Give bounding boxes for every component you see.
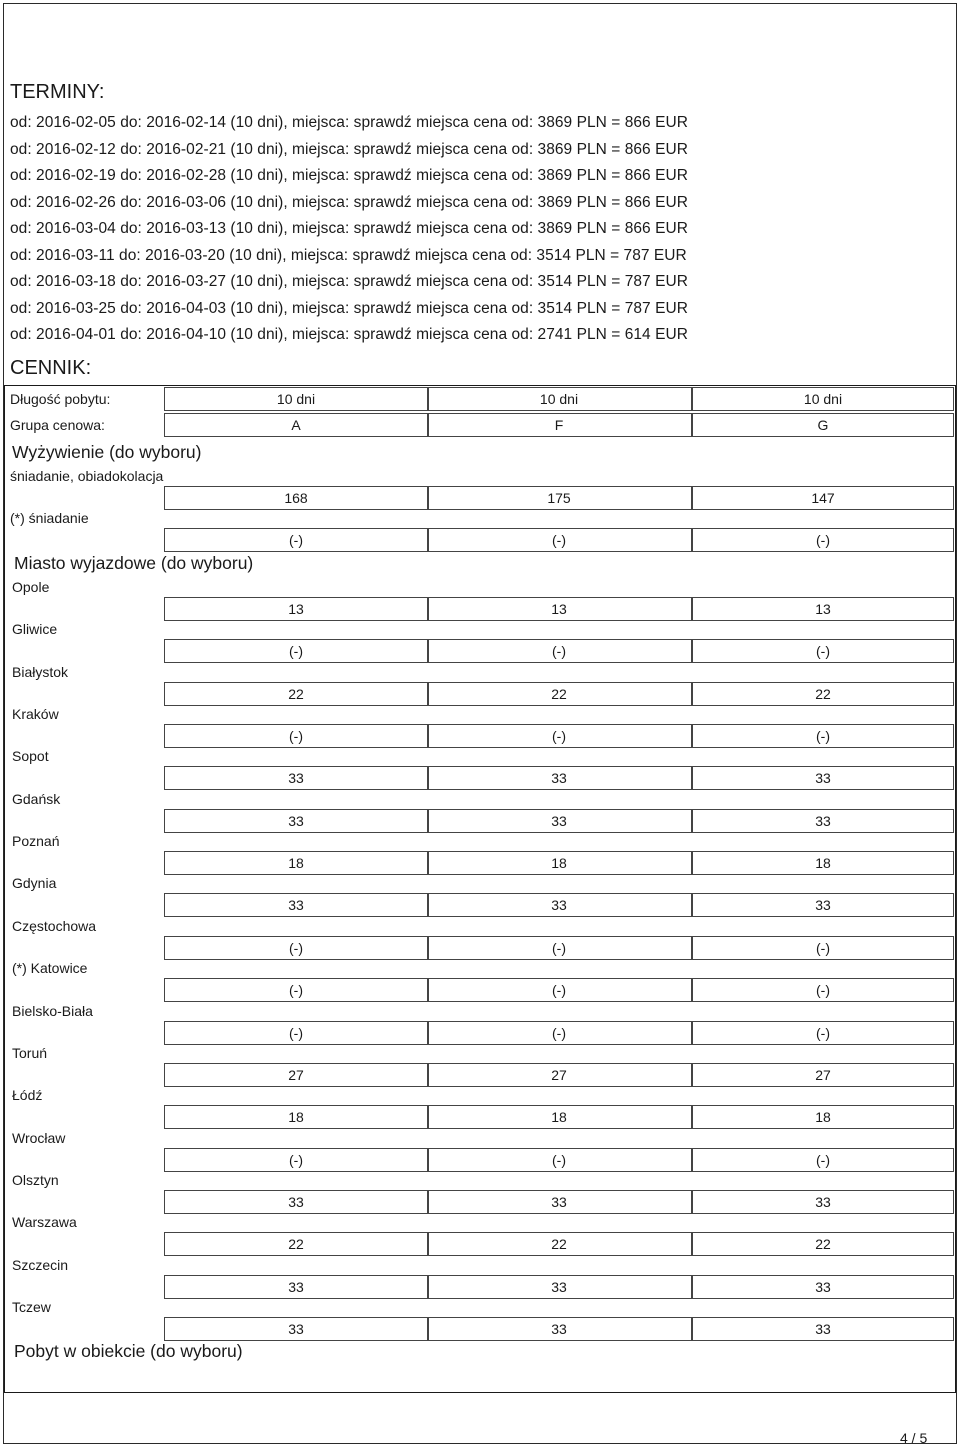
city-value: 33 (288, 770, 304, 786)
city-value: (-) (816, 982, 830, 998)
city-label: Kraków (12, 706, 59, 722)
city-value: (-) (552, 1025, 566, 1041)
city-value: (-) (552, 728, 566, 744)
term-row: od: 2016-03-18 do: 2016-03-27 (10 dni), miejsca: sprawdź miejsca cena od: 3514 PLN = 787 EUR (10, 273, 688, 290)
grupa-value: A (291, 417, 301, 433)
wyzywienie-heading: Wyżywienie (do wyboru) (12, 442, 202, 462)
city-value: 22 (551, 1236, 567, 1252)
city-label: Toruń (12, 1045, 48, 1061)
city-label: Poznań (12, 833, 60, 849)
wyzywienie-label: (*) śniadanie (10, 510, 89, 526)
city-value: (-) (816, 1152, 830, 1168)
dlugosc-label: Długość pobytu: (10, 391, 111, 407)
city-value: 33 (551, 770, 567, 786)
term-row: od: 2016-02-12 do: 2016-02-21 (10 dni), miejsca: sprawdź miejsca cena od: 3869 PLN = 866 EUR (10, 140, 688, 158)
city-value: 13 (551, 601, 567, 617)
city-label: Wrocław (12, 1130, 66, 1146)
city-label: Szczecin (12, 1257, 69, 1273)
term-row: od: 2016-03-11 do: 2016-03-20 (10 dni), miejsca: sprawdź miejsca cena od: 3514 PLN = 787 EUR (10, 246, 687, 264)
city-value: (-) (552, 982, 566, 998)
term-row: od: 2016-04-01 do: 2016-04-10 (10 dni), miejsca: sprawdź miejsca cena od: 2741 PLN = 614 EUR (10, 326, 688, 343)
city-label: (*) Katowice (12, 960, 88, 976)
city-value: 33 (815, 1321, 831, 1337)
city-value: 33 (815, 1279, 831, 1295)
wyzywienie-value: (-) (289, 532, 303, 548)
grupa-label: Grupa cenowa: (10, 417, 105, 433)
city-value: 18 (288, 1109, 304, 1125)
city-value: (-) (289, 643, 303, 659)
city-label: Częstochowa (12, 918, 97, 934)
city-value: 18 (815, 1109, 831, 1125)
wyzywienie-value: 168 (284, 490, 308, 506)
city-value: 13 (815, 601, 831, 617)
dlugosc-value: 10 dni (539, 391, 579, 407)
city-value: (-) (289, 1152, 303, 1168)
city-value: 33 (288, 1279, 304, 1295)
city-value: (-) (552, 643, 566, 659)
terminy-heading: TERMINY: (10, 81, 105, 103)
term-row: od: 2016-03-25 do: 2016-04-03 (10 dni), miejsca: sprawdź miejsca cena od: 3514 PLN = 787 EUR (10, 299, 688, 317)
wyzywienie-label: śniadanie, obiadokolacja (10, 468, 164, 484)
city-value: 18 (288, 855, 304, 871)
city-label: Warszawa (12, 1214, 77, 1230)
city-value: 33 (288, 1321, 304, 1337)
city-value: (-) (289, 728, 303, 744)
city-value: 13 (288, 601, 304, 617)
grupa-value: G (817, 417, 829, 433)
city-value: 33 (815, 813, 831, 829)
city-value: 33 (288, 1194, 304, 1210)
city-label: Gdańsk (12, 791, 61, 807)
wyzywienie-value: (-) (816, 532, 830, 548)
city-value: 27 (551, 1067, 567, 1083)
city-value: (-) (816, 1025, 830, 1041)
city-value: 33 (815, 770, 831, 786)
term-row: od: 2016-02-26 do: 2016-03-06 (10 dni), miejsca: sprawdź miejsca cena od: 3869 PLN = 866 EUR (10, 193, 688, 211)
city-value: 33 (815, 897, 831, 913)
dlugosc-value: 10 dni (803, 391, 843, 407)
cennik-heading: CENNIK: (10, 357, 92, 379)
city-value: 33 (551, 897, 567, 913)
city-label: Sopot (12, 748, 49, 764)
city-value: (-) (289, 940, 303, 956)
city-label: Białystok (12, 664, 69, 680)
city-value: (-) (552, 1152, 566, 1168)
city-label: Łódź (12, 1087, 43, 1103)
city-value: 22 (551, 686, 567, 702)
dlugosc-value: 10 dni (276, 391, 316, 407)
term-row: od: 2016-03-04 do: 2016-03-13 (10 dni), miejsca: sprawdź miejsca cena od: 3869 PLN = 866 EUR (10, 220, 688, 237)
city-value: 18 (815, 855, 831, 871)
city-value: (-) (289, 1025, 303, 1041)
city-value: 18 (551, 1109, 567, 1125)
city-label: Bielsko-Biała (12, 1003, 93, 1019)
city-value: (-) (816, 728, 830, 744)
city-label: Olsztyn (12, 1172, 59, 1188)
city-value: 22 (288, 1236, 304, 1252)
city-value: 22 (815, 686, 831, 702)
city-label: Opole (12, 579, 50, 595)
city-value: 33 (551, 1321, 567, 1337)
wyzywienie-value: 147 (811, 490, 835, 506)
city-value: 27 (288, 1067, 304, 1083)
city-value: 33 (551, 813, 567, 829)
grupa-value: F (554, 417, 564, 433)
city-label: Gliwice (12, 621, 58, 637)
term-row: od: 2016-02-05 do: 2016-02-14 (10 dni), miejsca: sprawdź miejsca cena od: 3869 PLN = 866 EUR (10, 114, 688, 131)
wyzywienie-value: 175 (547, 490, 571, 506)
city-value: (-) (289, 982, 303, 998)
city-value: 33 (815, 1194, 831, 1210)
city-value: 27 (815, 1067, 831, 1083)
city-value: 33 (288, 813, 304, 829)
miasto-heading: Miasto wyjazdowe (do wyboru) (14, 553, 254, 573)
page-number: 4 / 5 (900, 1430, 928, 1446)
city-value: 33 (288, 897, 304, 913)
term-row: od: 2016-02-19 do: 2016-02-28 (10 dni), miejsca: sprawdź miejsca cena od: 3869 PLN = 866 EUR (10, 167, 688, 184)
city-value: (-) (816, 940, 830, 956)
city-value: 33 (551, 1194, 567, 1210)
city-label: Tczew (12, 1299, 51, 1315)
city-value: 18 (551, 855, 567, 871)
city-value: 33 (551, 1279, 567, 1295)
city-value: (-) (552, 940, 566, 956)
pobyt-heading: Pobyt w obiekcie (do wyboru) (14, 1341, 243, 1361)
city-value: (-) (816, 643, 830, 659)
city-value: 22 (815, 1236, 831, 1252)
city-label: Gdynia (12, 875, 57, 891)
wyzywienie-value: (-) (552, 532, 566, 548)
city-value: 22 (288, 686, 304, 702)
